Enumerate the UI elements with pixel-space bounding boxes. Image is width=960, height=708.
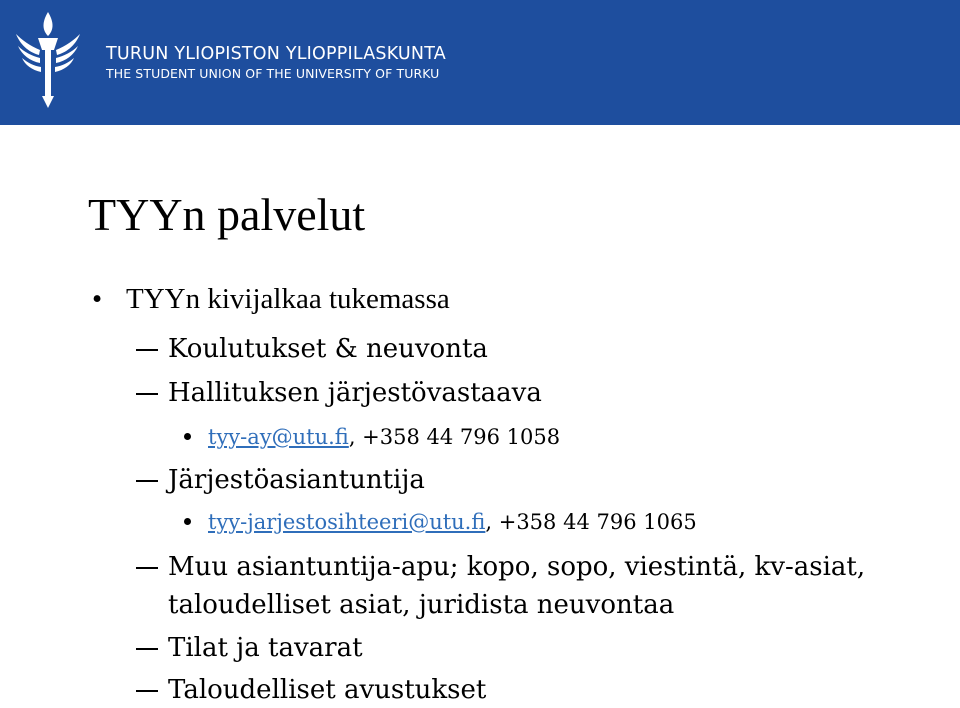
main-bullet (92, 279, 450, 319)
header-banner (0, 0, 960, 125)
dash-marker (136, 480, 158, 482)
org-name-english: THE STUDENT UNION OF THE UNIVERSITY OF TURKU (106, 66, 440, 81)
phone-text: , +358 44 796 1065 (485, 510, 697, 534)
dash-marker (136, 690, 158, 692)
bullet-dot (184, 433, 191, 440)
email-link[interactable]: tyy-jarjestosihteeri@utu.fi (208, 510, 486, 534)
email-link[interactable]: tyy-ay@utu.fi (208, 425, 349, 449)
bullet-dot: • (92, 283, 103, 315)
main-bullet-text: TYYn kivijalkaa tukemassa (126, 283, 450, 315)
list-item-label: Järjestöasiantuntija (168, 465, 425, 495)
slide-title: TYYn palvelut (88, 189, 366, 240)
bullet-dot (184, 518, 191, 525)
dash-marker (136, 567, 158, 569)
list-item-label: Hallituksen järjestövastaava (168, 378, 542, 408)
contact-line (208, 507, 697, 537)
list-item-label: Muu asiantuntija-apu; kopo, sopo, viestintä, kv-asiat, (168, 552, 866, 582)
list-item-label: Tilat ja tavarat (168, 633, 363, 663)
dash-marker (136, 648, 158, 650)
dash-marker (136, 349, 158, 351)
dash-marker (136, 393, 158, 395)
list-item-label: Koulutukset & neuvonta (168, 334, 488, 364)
org-name: TURUN YLIOPISTON YLIOPPILASKUNTA (106, 44, 446, 64)
phone-text: , +358 44 796 1058 (348, 425, 561, 449)
list-item-label: Taloudelliset avustukset (168, 675, 487, 705)
contact-line (208, 422, 560, 452)
list-item-label: taloudelliset asiat, juridista neuvontaa (168, 590, 675, 620)
torch-logo-icon (12, 10, 84, 110)
